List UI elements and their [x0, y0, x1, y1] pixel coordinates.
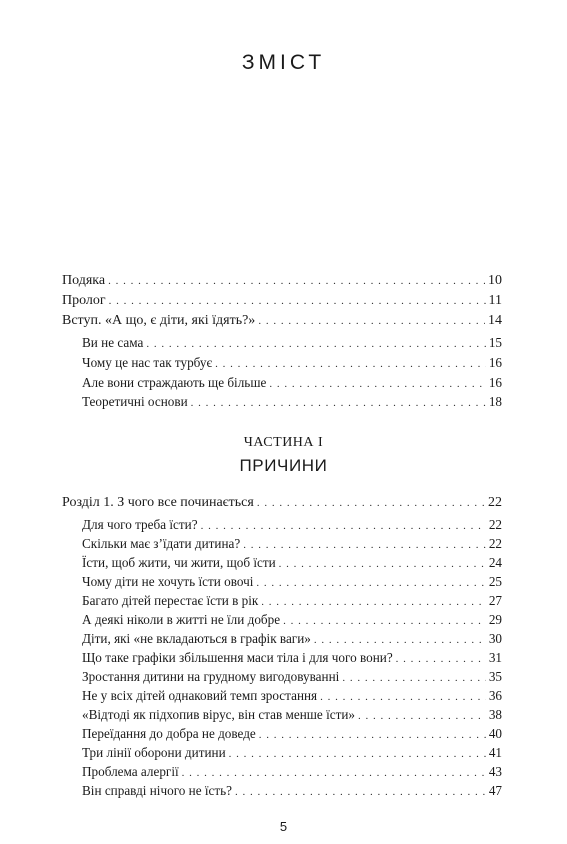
dot-leader	[259, 726, 486, 744]
entry-title: «Відтоді як підхопив вірус, він став менше їсти»	[82, 707, 356, 722]
toc-subentry[interactable]	[82, 611, 502, 629]
entry-title: Але вони страждають ще більше	[82, 375, 267, 390]
dot-leader	[146, 335, 485, 353]
toc-subentry[interactable]	[82, 516, 502, 534]
entry-title: Що таке графіки збільшення маси тіла і для чого вони?	[82, 650, 393, 665]
toc-entry-acknowledgements[interactable]	[62, 272, 502, 290]
entry-title: Розділ 1. З чого все починається	[62, 495, 254, 510]
toc-subentry[interactable]	[82, 393, 502, 411]
entry-title: А деякі ніколи в житті не їли добре	[82, 612, 281, 627]
dot-leader	[109, 292, 486, 310]
entry-title: Він справді нічого не їсть?	[82, 783, 233, 798]
dot-leader	[235, 783, 486, 801]
toc-subentry[interactable]	[82, 554, 502, 572]
entry-page: 38	[488, 707, 502, 722]
dot-leader	[258, 312, 485, 330]
entry-page: 16	[488, 355, 502, 370]
dot-leader	[261, 593, 486, 611]
toc-subentry[interactable]	[82, 649, 502, 667]
entry-title: Для чого треба їсти?	[82, 517, 198, 532]
entry-page: 24	[488, 555, 502, 570]
entry-page: 43	[488, 764, 502, 779]
entry-title: Діти, які «не вкладаються в графік ваги»	[82, 631, 311, 646]
toc-subentry[interactable]	[82, 573, 502, 591]
entry-page: 18	[488, 394, 502, 409]
entry-page: 47	[488, 783, 502, 798]
entry-page: 27	[488, 593, 502, 608]
dot-leader	[108, 272, 485, 290]
toc-subentry[interactable]	[82, 374, 502, 392]
entry-page: 36	[488, 688, 502, 703]
entry-title: Подяка	[62, 273, 106, 288]
toc-subentry[interactable]	[82, 744, 502, 762]
entry-page: 11	[488, 293, 502, 308]
toc-entry-introduction[interactable]	[62, 312, 502, 330]
entry-title: Чому діти не хочуть їсти овочі	[82, 574, 254, 589]
dot-leader	[269, 375, 485, 393]
dot-leader	[201, 517, 486, 535]
entry-title: Ви не сама	[82, 335, 144, 350]
entry-page: 22	[488, 536, 502, 551]
entry-title: Зростання дитини на грудному вигодовуванні	[82, 669, 340, 684]
toc-subentry[interactable]	[82, 630, 502, 648]
entry-page: 25	[488, 574, 502, 589]
entry-page: 16	[488, 375, 502, 390]
entry-title: Вступ. «А що, є діти, які їдять?»	[62, 313, 256, 328]
toc-subentry[interactable]	[82, 535, 502, 553]
toc-subentry[interactable]	[82, 354, 502, 372]
toc-subentry[interactable]	[82, 763, 502, 781]
dot-leader	[358, 707, 486, 725]
toc-subentry[interactable]	[82, 725, 502, 743]
toc-subentry[interactable]	[82, 706, 502, 724]
dot-leader	[229, 745, 486, 763]
entry-title: Переїдання до добра не доведе	[82, 726, 256, 741]
entry-page: 14	[488, 313, 502, 328]
entry-page: 15	[488, 335, 502, 350]
dot-leader	[314, 631, 486, 649]
page-number: 5	[279, 819, 288, 834]
toc-subentry[interactable]	[82, 687, 502, 705]
toc-entry-chapter-1[interactable]	[62, 494, 502, 512]
entry-page: 10	[488, 273, 502, 288]
entry-title: Три лінії оборони дитини	[82, 745, 226, 760]
toc-subentry[interactable]	[82, 668, 502, 686]
dot-leader	[182, 764, 486, 782]
entry-title: Пролог	[62, 293, 106, 308]
dot-leader	[279, 555, 486, 573]
dot-leader	[257, 494, 485, 512]
toc-entry-prologue[interactable]	[62, 292, 502, 310]
entry-title: Багато дітей перестає їсти в рік	[82, 593, 259, 608]
entry-page: 30	[488, 631, 502, 646]
entry-title: Проблема алергії	[82, 764, 179, 779]
toc-subentry[interactable]	[82, 782, 502, 800]
dot-leader	[243, 536, 486, 554]
entry-page: 40	[488, 726, 502, 741]
dot-leader	[396, 650, 486, 668]
part-title: ПРИЧИНИ	[239, 456, 328, 475]
entry-title: Скільки має з’їдати дитина?	[82, 536, 241, 551]
dot-leader	[320, 688, 486, 706]
dot-leader	[256, 574, 485, 592]
dot-leader	[191, 394, 486, 412]
entry-page: 22	[488, 495, 502, 510]
entry-title: Не у всіх дітей однаковий темп зростання	[82, 688, 318, 703]
part-label: ЧАСТИНА І	[243, 435, 324, 450]
entry-title: Чому це нас так турбує	[82, 355, 213, 370]
entry-title: Їсти, щоб жити, чи жити, щоб їсти	[82, 555, 276, 570]
entry-page: 35	[488, 669, 502, 684]
toc-subentry[interactable]	[82, 334, 502, 352]
contents-heading: ЗМІСТ	[241, 51, 326, 74]
dot-leader	[283, 612, 486, 630]
entry-page: 41	[488, 745, 502, 760]
dot-leader	[342, 669, 486, 687]
toc-subentry[interactable]	[82, 592, 502, 610]
entry-page: 22	[488, 517, 502, 532]
entry-page: 31	[488, 650, 502, 665]
entry-page: 29	[488, 612, 502, 627]
dot-leader	[215, 355, 486, 373]
entry-title: Теоретичні основи	[82, 394, 188, 409]
